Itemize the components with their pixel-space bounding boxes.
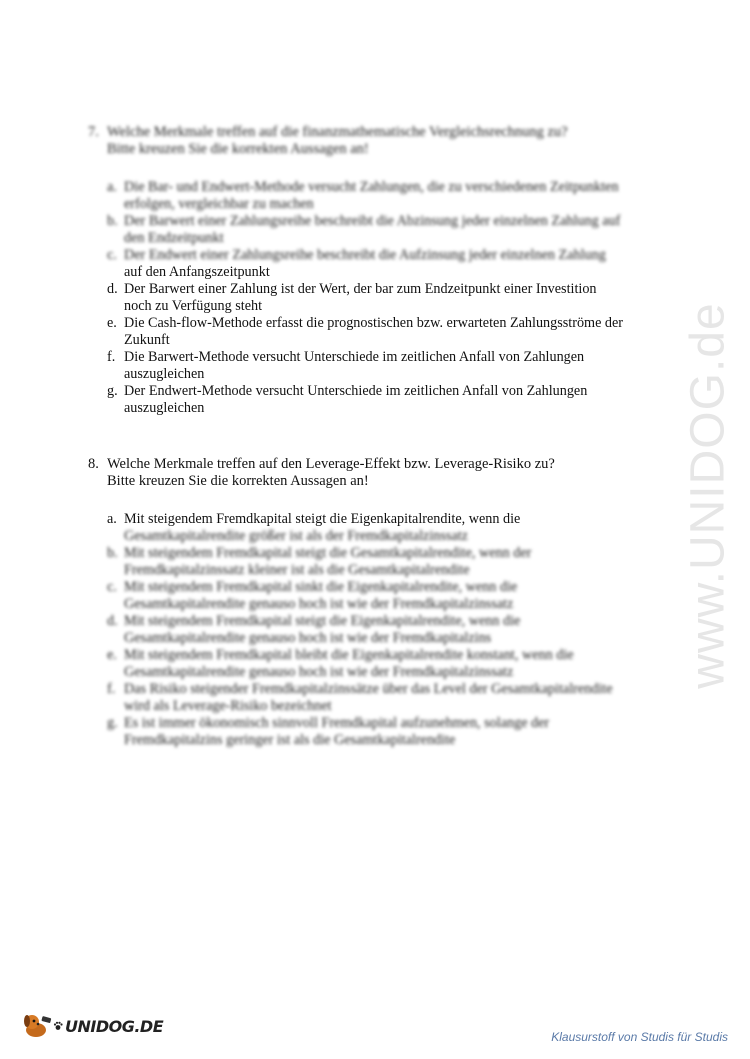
- option-a: a. Die Bar- und Endwert-Methode versucht Zahlungen, die zu verschiedenen Zeitpunkten erfolgen, vergleichbar zu machen: [107, 179, 619, 212]
- option-a: a. Mit steigendem Fremdkapital steigt die Eigenkapitalrendite, wenn die Gesamtkapitalrendite größer ist als der Fremdkapitalzinssatz: [107, 511, 521, 544]
- option-c: c. Mit steigendem Fremdkapital sinkt die Eigenkapitalrendite, wenn die Gesamtkapitalrendite genauso hoch ist wie der Fremdkapitalzinssatz: [107, 579, 518, 612]
- paw-icon: [53, 1021, 63, 1031]
- watermark: www.UNIDOG.de: [681, 301, 735, 689]
- option-e: e. Mit steigendem Fremdkapital bleibt die Eigenkapitalrendite konstant, wenn die Gesamtkapitalrendite genauso hoch ist wie der Fremdkapitalzinssatz: [107, 647, 574, 680]
- question-line: Bitte kreuzen Sie die korrekten Aussagen an!: [107, 473, 369, 489]
- question-number: 8.: [88, 456, 99, 472]
- question-number: 7.: [88, 124, 99, 140]
- option-d: d. Mit steigendem Fremdkapital steigt die Eigenkapitalrendite, wenn die Gesamtkapitalrendite genauso hoch ist wie der Fremdkapitalzins: [107, 613, 521, 646]
- question-8: [88, 456, 658, 749]
- dog-icon: [22, 1012, 52, 1040]
- option-b: b. Der Barwert einer Zahlungsreihe beschreibt die Abzinsung jeder einzelnen Zahlung auf den Endzeitpunkt: [107, 213, 621, 246]
- footer-tagline: Klausurstoff von Studis für Studis: [551, 1030, 728, 1044]
- question-line: Welche Merkmale treffen auf den Leverage-Effekt bzw. Leverage-Risiko zu?: [107, 456, 555, 472]
- question-line: Welche Merkmale treffen auf die finanzmathematische Vergleichsrechnung zu?: [107, 124, 568, 140]
- unidog-logo: [22, 1012, 163, 1040]
- option-g: g. Der Endwert-Methode versucht Unterschiede im zeitlichen Anfall von Zahlungen auszugleichen: [107, 383, 588, 416]
- option-d: d. Der Barwert einer Zahlung ist der Wert, der bar zum Endzeitpunkt einer Investition noch zu Verfügung steht: [107, 281, 597, 314]
- option-b: b. Mit steigendem Fremdkapital steigt die Gesamtkapitalrendite, wenn der Fremdkapitalzinssatz kleiner ist als die Gesamtkapitalrendite: [107, 545, 532, 578]
- option-g: g. Es ist immer ökonomisch sinnvoll Fremdkapital aufzunehmen, solange der Fremdkapitalzins geringer ist als die Gesamtkapitalrendite: [107, 715, 550, 748]
- option-c: c. Der Endwert einer Zahlungsreihe beschreibt die Aufzinsung jeder einzelnen Zahlung auf den Anfangszeitpunkt: [107, 247, 606, 280]
- option-f: f. Das Risiko steigender Fremdkapitalzinssätze über das Level der Gesamtkapitalrendite wird als Leverage-Risiko bezeichnet: [107, 681, 613, 714]
- option-f: f. Die Barwert-Methode versucht Unterschiede im zeitlichen Anfall von Zahlungen auszugleichen: [107, 349, 585, 382]
- option-e: e. Die Cash-flow-Methode erfasst die prognostischen bzw. erwarteten Zahlungsströme der Zukunft: [107, 315, 624, 348]
- question-line: Bitte kreuzen Sie die korrekten Aussagen an!: [107, 141, 369, 157]
- question-7: [88, 124, 658, 417]
- logo-text: UNIDOG.DE: [65, 1016, 164, 1036]
